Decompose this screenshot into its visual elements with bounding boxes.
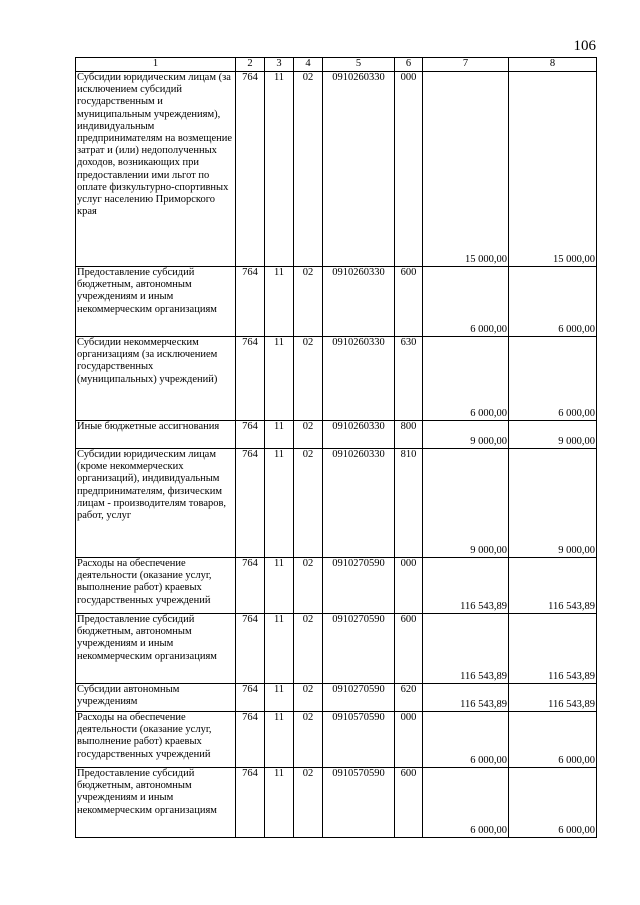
amount-cell: 116 543,89	[423, 684, 509, 712]
code-cell: 11	[265, 421, 294, 449]
amount-cell: 116 543,89	[509, 558, 597, 614]
amount-cell: 6 000,00	[423, 267, 509, 337]
table-row	[76, 558, 597, 614]
code-cell: 11	[265, 337, 294, 421]
table-row	[76, 337, 597, 421]
page-number: 106	[573, 38, 596, 54]
amount-cell: 15 000,00	[509, 72, 597, 267]
column-header: 7	[423, 58, 509, 72]
row-name-cell: Иные бюджетные ассигнования	[76, 421, 236, 449]
code-cell: 0910260330	[323, 72, 395, 267]
amount-cell: 15 000,00	[423, 72, 509, 267]
amount-cell: 116 543,89	[509, 684, 597, 712]
code-cell: 02	[294, 768, 323, 838]
code-cell: 11	[265, 684, 294, 712]
amount-cell: 9 000,00	[509, 449, 597, 558]
column-header: 4	[294, 58, 323, 72]
column-header: 2	[236, 58, 265, 72]
row-name-cell: Расходы на обеспечение деятельности (оказание услуг, выполнение работ) краевых государственных учреждений	[76, 558, 236, 614]
code-cell: 800	[395, 421, 423, 449]
row-name-cell: Предоставление субсидий бюджетным, автономным учреждениям и иным некоммерческим организациям	[76, 614, 236, 684]
code-cell: 600	[395, 768, 423, 838]
amount-cell: 6 000,00	[509, 768, 597, 838]
amount-cell: 6 000,00	[509, 712, 597, 768]
code-cell: 764	[236, 768, 265, 838]
amount-cell: 6 000,00	[423, 712, 509, 768]
code-cell: 764	[236, 684, 265, 712]
code-cell: 0910260330	[323, 421, 395, 449]
code-cell: 0910260330	[323, 267, 395, 337]
code-cell: 0910260330	[323, 449, 395, 558]
table-row	[76, 768, 597, 838]
table-row	[76, 614, 597, 684]
code-cell: 02	[294, 614, 323, 684]
code-cell: 810	[395, 449, 423, 558]
code-cell: 0910260330	[323, 337, 395, 421]
code-cell: 11	[265, 614, 294, 684]
code-cell: 11	[265, 267, 294, 337]
code-cell: 000	[395, 558, 423, 614]
code-cell: 11	[265, 768, 294, 838]
amount-cell: 116 543,89	[423, 614, 509, 684]
column-header: 6	[395, 58, 423, 72]
amount-cell: 6 000,00	[423, 768, 509, 838]
code-cell: 764	[236, 558, 265, 614]
code-cell: 620	[395, 684, 423, 712]
column-header: 3	[265, 58, 294, 72]
table-row	[76, 684, 597, 712]
amount-cell: 6 000,00	[509, 267, 597, 337]
code-cell: 11	[265, 558, 294, 614]
code-cell: 0910570590	[323, 768, 395, 838]
table-row	[76, 712, 597, 768]
code-cell: 02	[294, 337, 323, 421]
code-cell: 02	[294, 72, 323, 267]
amount-cell: 116 543,89	[423, 558, 509, 614]
code-cell: 0910270590	[323, 558, 395, 614]
amount-cell: 9 000,00	[423, 421, 509, 449]
row-name-cell: Субсидии юридическим лицам (за исключением субсидий государственным и муниципальным учреждениям), индивидуальным предпринимателям на возмещение затрат и (или) недополученных доходов, возникающих при предоставлении ими льгот по оплате физкультурно-спортивных услуг населению Приморского края	[76, 72, 236, 267]
code-cell: 02	[294, 684, 323, 712]
code-cell: 600	[395, 614, 423, 684]
code-cell: 000	[395, 72, 423, 267]
code-cell: 600	[395, 267, 423, 337]
amount-cell: 9 000,00	[509, 421, 597, 449]
table-header-row	[76, 58, 597, 72]
row-name-cell: Расходы на обеспечение деятельности (оказание услуг, выполнение работ) краевых государственных учреждений	[76, 712, 236, 768]
code-cell: 02	[294, 267, 323, 337]
row-name-cell: Субсидии автономным учреждениям	[76, 684, 236, 712]
column-header: 1	[76, 58, 236, 72]
code-cell: 02	[294, 558, 323, 614]
table-row	[76, 449, 597, 558]
code-cell: 764	[236, 421, 265, 449]
amount-cell: 9 000,00	[423, 449, 509, 558]
code-cell: 02	[294, 421, 323, 449]
column-header: 5	[323, 58, 395, 72]
code-cell: 11	[265, 72, 294, 267]
amount-cell: 116 543,89	[509, 614, 597, 684]
code-cell: 0910270590	[323, 614, 395, 684]
code-cell: 764	[236, 72, 265, 267]
table-row	[76, 421, 597, 449]
row-name-cell: Субсидии юридическим лицам (кроме некоммерческих организаций), индивидуальным предпринимателям, физическим лицам - производителям товаров, работ, услуг	[76, 449, 236, 558]
amount-cell: 6 000,00	[423, 337, 509, 421]
budget-table	[75, 57, 597, 838]
row-name-cell: Предоставление субсидий бюджетным, автономным учреждениям и иным некоммерческим организациям	[76, 768, 236, 838]
code-cell: 764	[236, 337, 265, 421]
row-name-cell: Субсидии некоммерческим организациям (за исключением государственных (муниципальных) учреждений)	[76, 337, 236, 421]
code-cell: 764	[236, 449, 265, 558]
code-cell: 0910570590	[323, 712, 395, 768]
code-cell: 630	[395, 337, 423, 421]
column-header: 8	[509, 58, 597, 72]
code-cell: 000	[395, 712, 423, 768]
code-cell: 764	[236, 712, 265, 768]
code-cell: 11	[265, 449, 294, 558]
table-body	[76, 72, 597, 838]
code-cell: 764	[236, 267, 265, 337]
row-name-cell: Предоставление субсидий бюджетным, автономным учреждениям и иным некоммерческим организациям	[76, 267, 236, 337]
code-cell: 02	[294, 712, 323, 768]
table-row	[76, 267, 597, 337]
amount-cell: 6 000,00	[509, 337, 597, 421]
code-cell: 11	[265, 712, 294, 768]
code-cell: 0910270590	[323, 684, 395, 712]
code-cell: 764	[236, 614, 265, 684]
table-row	[76, 72, 597, 267]
code-cell: 02	[294, 449, 323, 558]
